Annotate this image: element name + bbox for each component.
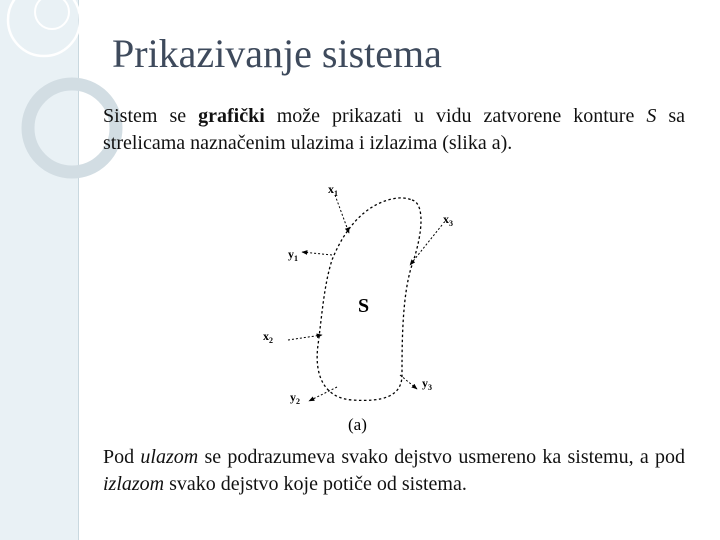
- label-x2: $x_2$: [263, 329, 273, 345]
- label-y3: $y_3$: [422, 376, 432, 392]
- system-label: S: [358, 295, 370, 317]
- label-y2: $y_2$: [290, 390, 300, 406]
- output-arrow-y1: [302, 252, 332, 255]
- def-italic-izlazom: izlazom: [103, 473, 165, 495]
- input-arrow-x1: [335, 195, 349, 233]
- intro-text-1: Sistem se: [103, 105, 199, 127]
- slide-title: Prikazivanje sistema: [112, 31, 442, 76]
- def-italic-ulazom: ulazom: [140, 446, 199, 468]
- diagram-caption: (a): [348, 415, 367, 434]
- intro-paragraph: [103, 103, 685, 157]
- label-y1: $y_1$: [288, 247, 298, 263]
- input-arrow-x3: [410, 225, 442, 265]
- intro-bold-word: grafički: [198, 105, 265, 127]
- input-arrow-x2: [288, 335, 322, 340]
- def-text-2: se podrazumeva svako dejstvo usmereno ka sistemu, a pod: [198, 446, 685, 468]
- label-x3: $x_3$: [443, 212, 453, 228]
- def-text-3: svako dejstvo koje potiče od sistema.: [164, 473, 467, 495]
- output-arrow-y2: [309, 387, 337, 401]
- system-diagram: [252, 175, 452, 440]
- definition-paragraph: [103, 444, 685, 498]
- label-x1: $x_1$: [328, 182, 338, 198]
- intro-text-3: sa strelicama naznačenim ulazima i izlazima (slika a).: [103, 105, 685, 154]
- deco-ring-outline-small: [35, 0, 69, 29]
- def-text-1: Pod: [103, 446, 141, 468]
- intro-italic-s: S: [646, 105, 657, 127]
- intro-text-2: može prikazati u vidu zatvorene konture: [264, 105, 647, 127]
